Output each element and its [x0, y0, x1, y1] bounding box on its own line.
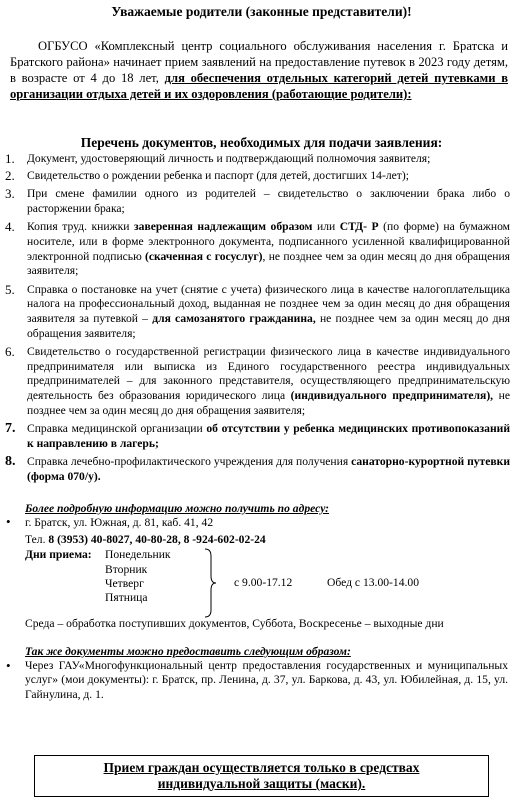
- schedule-brace: [203, 548, 217, 618]
- schedule-day-2: Вторник: [105, 563, 148, 576]
- schedule-day-4: Пятница: [105, 591, 148, 604]
- documents-list-title: Перечень документов, необходимых для подачи заявления:: [80, 135, 443, 150]
- document-item-8: 8. Справка лечебно-профилактического учреждения для получения санаторно-курортной путевки (форма 070/у).: [5, 454, 511, 483]
- schedule-day-1: Понедельник: [105, 548, 171, 561]
- schedule-hours: с 9.00-17.12: [234, 576, 293, 589]
- document-item-1: 1. Документ, удостоверяющий личность и подтверждающий полномочия заявителя;: [5, 151, 431, 166]
- phone-numbers: 8 (3953) 40-8027, 40-80-28, 8 -924-602-02-24: [48, 533, 266, 546]
- alternative-text: Через ГАУ«Многофункциональный центр предоставления государственных и муниципальных услуг» (мои документы): г. Братск, пр. Ленина, д. 37, ул. Баркова, д. 43, ул. Юбилейная, д. 15, ул. Гайнулина, д. 1.: [25, 659, 508, 701]
- page-title: Уважаемые родители (законные представители)!: [111, 4, 412, 19]
- alternative-header: Так же документы можно предоставить следующим образом:: [25, 645, 351, 658]
- contacts-address: г. Братск, ул. Южная, д. 81, каб. 41, 42: [25, 516, 214, 529]
- contacts-phone: Тел. 8 (3953) 40-8027, 40-80-28, 8 -924-602-02-24: [25, 533, 266, 546]
- document-item-7: 7. Справка медицинской организации об отсутствии у ребенка медицинских противопоказаний к направлению в лагерь;: [5, 421, 510, 450]
- notice-text: Прием граждан осуществляется только в средствах индивидуальной защиты (маски).: [103, 760, 420, 791]
- contacts-bullet: •: [6, 514, 11, 529]
- schedule-day-3: Четверг: [105, 577, 144, 590]
- document-item-6: 6. Свидетельство о государственной регистрации физического лица в качестве индивидуального предпринимателя или выписка из Единого государственного реестра индивидуальных предпринимателей – для законного представителя, осуществляющего предпринимательскую деятельность без образования юридического лица (индивидуального предпринимателя), не позднее чем за один месяц до дня обращения заявителя;: [5, 344, 511, 417]
- document-item-2: 2. Свидетельство о рождении ребенка и паспорт (для детей, достигших 14-лет);: [5, 167, 409, 183]
- intro-emphasis: для обеспечения отдельных категорий детей путевками в организации отдыха детей и их оздоровления (работающие родители):: [10, 71, 509, 101]
- intro-text: ОГБУСО «Комплексный центр социального обслуживания населения г. Братска и Братского района» начинает прием заявлений на предоставление путевок в 2023 году детям, в возрасте от 4 до 18 лет,: [10, 39, 508, 85]
- schedule-label: Дни приема:: [25, 548, 92, 561]
- notice-box: [34, 755, 489, 797]
- document-item-3: 3. При смене фамилии одного из родителей – свидетельство о заключении брака либо о расторжении брака;: [5, 186, 510, 215]
- schedule-lunch: Обед с 13.00-14.00: [327, 576, 419, 589]
- alternative-bullet: •: [6, 658, 11, 673]
- document-item-5: 5. Справка о постановке на учет (снятие с учета) физического лица в качестве налогоплательщика налога на профессиональный доход, выданная не позднее чем за один месяц до дня обращения заявителя за путевкой – для самозанятого гражданина, не позднее чем за один месяц до дня обращения заявителя;: [5, 281, 511, 340]
- contacts-header: Более подробную информацию можно получить по адресу:: [25, 502, 330, 515]
- documents-list: [0, 152, 510, 484]
- intro-paragraph: [10, 38, 508, 102]
- document-item-4: 4. Копия труд. книжки заверенная надлежащим образом или СТД- Р (по форме) на бумажном носителе, или в форме электронного документа, подписанного усиленной квалифицированной электронной подписью (скаченная с госуслуг), не позднее чем за один месяц до дня обращения заявителя;: [5, 219, 510, 278]
- schedule-remark: Среда – обработка поступивших документов, Суббота, Воскресенье – выходные дни: [25, 617, 444, 630]
